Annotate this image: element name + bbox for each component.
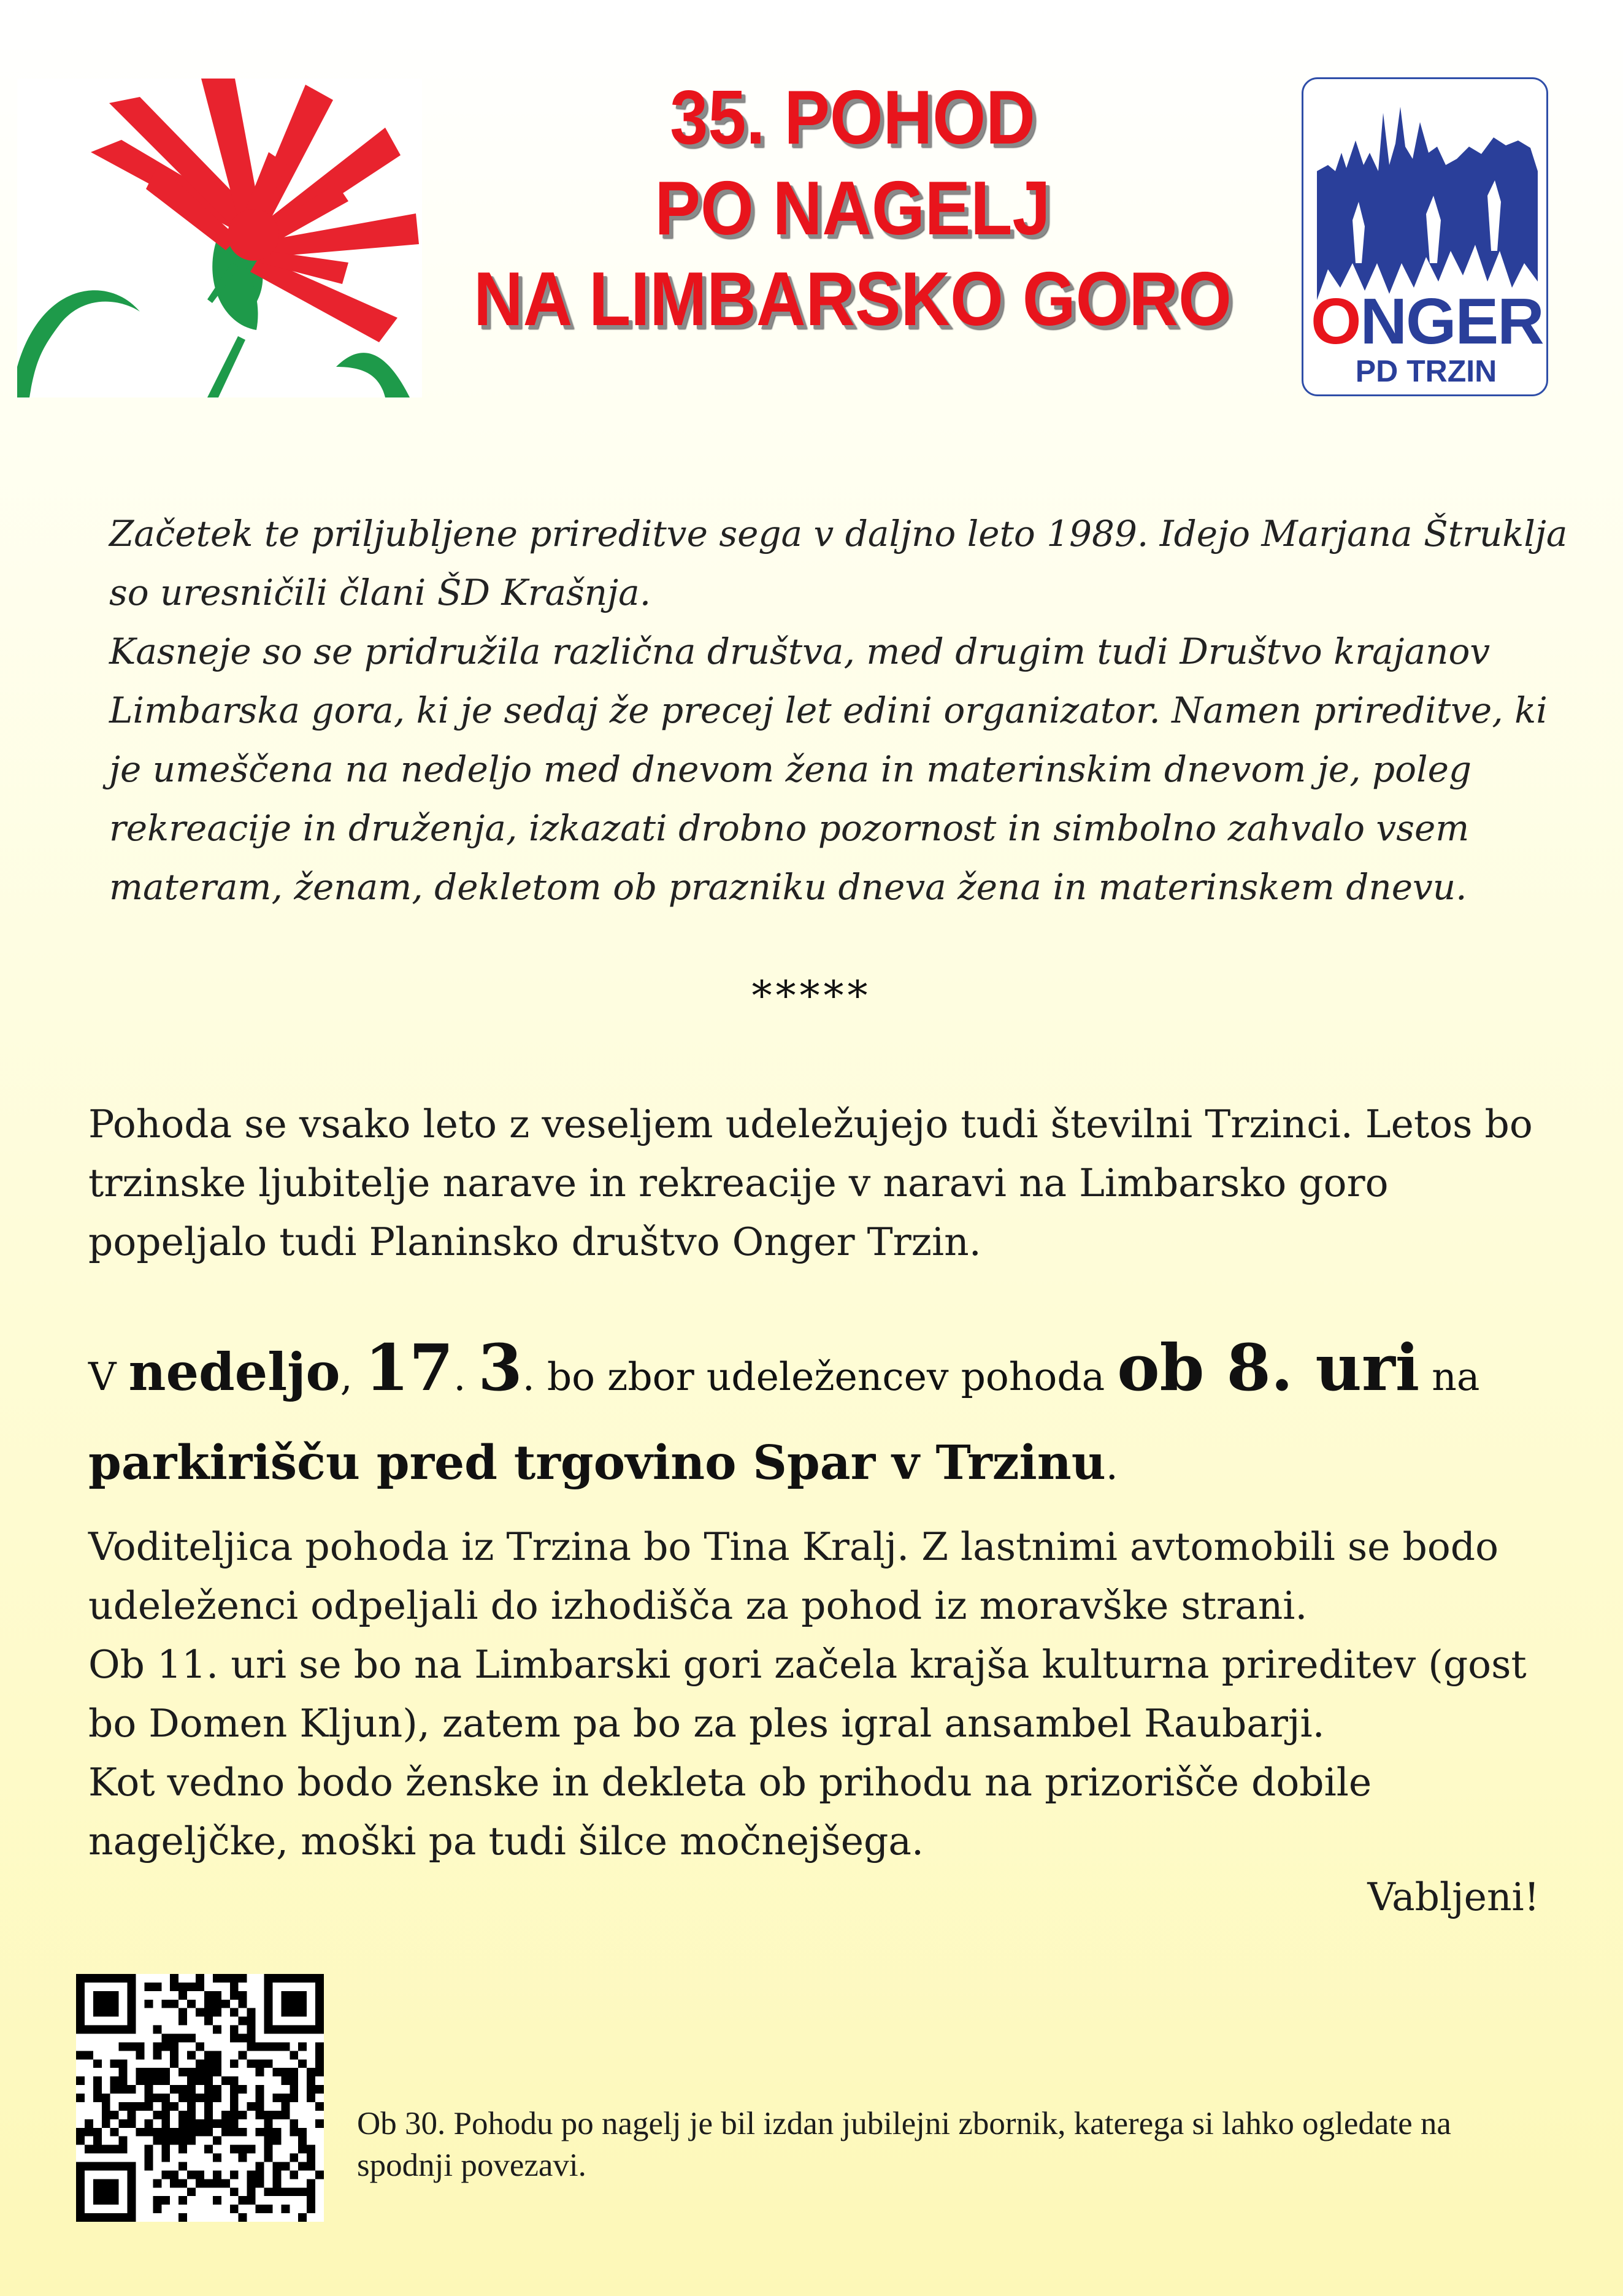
- event-time: ob 8. uri: [1117, 1330, 1420, 1405]
- title-line-3: NA LIMBARSKO GORO: [474, 257, 1232, 342]
- event-details: [88, 1319, 1560, 1503]
- mountain-castle-icon: [1303, 79, 1548, 300]
- event-date-day: 17: [364, 1330, 454, 1405]
- participation-text: Pohoda se vsako leto z veseljem udeležujejo tudi številni Trzinci. Letos bo trzinske ljubitelje narave in rekreacije v naravi na Limbarsko goro popeljalo tudi Planinsko društvo Onger Trzin.: [88, 1102, 1533, 1264]
- separator: *****: [751, 972, 872, 1019]
- onger-wordmark-rest: NGER: [1360, 285, 1543, 358]
- program-line-1: Voditeljica pohoda iz Trzina bo Tina Kralj. Z lastnimi avtomobili se bodo udeleženci odpeljali do izhodišča za pohod iz moravške strani.: [88, 1524, 1499, 1628]
- carnation-icon: [17, 79, 422, 397]
- carnation-logo: [17, 79, 422, 397]
- event-prefix: V: [88, 1354, 129, 1399]
- onger-subtitle: PD TRZIN: [1355, 354, 1497, 388]
- title-line-2: PO NAGELJ: [654, 166, 1051, 251]
- title-line-1: 35. POHOD: [670, 75, 1035, 160]
- event-day: nedeljo: [128, 1342, 340, 1402]
- program-line-2: Ob 11. uri se bo na Limbarski gori začela krajša kulturna prireditev (gost bo Domen Kljun), zatem pa bo za ples igral ansambel Raubarji.: [88, 1642, 1527, 1746]
- program-line-3: Kot vedno bodo ženske in dekleta ob prihodu na prizorišče dobile nageljčke, moški pa tudi šilce močnejšega.: [88, 1760, 1372, 1864]
- participation-paragraph: [88, 1095, 1548, 1272]
- event-line-1: [88, 1319, 1560, 1426]
- onger-wordmark: [1311, 285, 1543, 358]
- qr-code-icon[interactable]: [76, 1974, 324, 2222]
- event-date-sep: .: [453, 1354, 478, 1399]
- program-paragraph: [88, 1518, 1560, 1871]
- event-suffix: na: [1419, 1354, 1480, 1399]
- welcome-text: Vabljeni!: [1367, 1875, 1540, 1919]
- intro-text: [109, 504, 1569, 916]
- onger-wordmark-o: O: [1311, 285, 1360, 358]
- footnote: Ob 30. Pohodu po nagelj je bil izdan jubilejni zbornik, katerega si lahko ogledate na spodnji povezavi.: [357, 2106, 1451, 2183]
- intro-paragraph-1: Začetek te priljubljene prireditve sega v daljno leto 1989. Idejo Marjana Štruklja so uresničili člani ŠD Krašnja.: [109, 513, 1568, 613]
- event-end: .: [1105, 1443, 1118, 1488]
- intro-paragraph-2: Kasneje so se pridružila različna društva, med drugim tudi Društvo krajanov Limbarska gora, ki je sedaj že precej let edini organizator. Namen prireditve, ki je umeščena na nedeljo med dnevom žena in materinskim dnevom je, poleg rekreacije in druženja, izkazati drobno pozornost in simbolno zahvalo vsem materam, ženam, dekletom ob prazniku dneva žena in materinskem dnevu.: [109, 631, 1548, 908]
- onger-logo: [1302, 77, 1548, 396]
- event-place: parkirišču pred trgovino Spar v Trzinu: [88, 1435, 1106, 1491]
- event-mid: . bo zbor udeležencev pohoda: [522, 1354, 1118, 1399]
- event-title: [472, 72, 1234, 345]
- qr-code-graphic: [76, 1974, 324, 2222]
- event-date-month: 3: [478, 1330, 523, 1405]
- event-line-2: [88, 1426, 1560, 1503]
- event-comma: ,: [340, 1354, 365, 1399]
